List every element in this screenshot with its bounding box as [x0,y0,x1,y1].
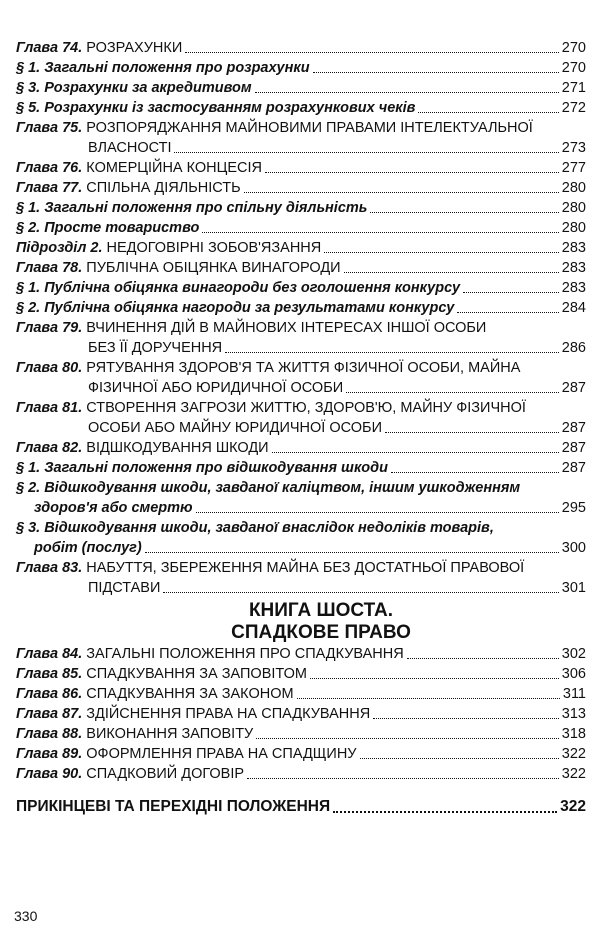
dot-leader [360,758,559,759]
chapter-number: Глава 82. [16,440,83,456]
toc-entry-line [16,644,586,664]
toc-entry[interactable] [16,98,586,118]
chapter-title: ЗАГАЛЬНІ ПОЛОЖЕННЯ ПРО СПАДКУВАННЯ [86,646,404,662]
page-ref: 287 [561,380,586,396]
toc-entry-line [16,318,586,338]
page-ref: 280 [561,220,586,236]
chapter-title: § 1. Публічна обіцянка винагороди без оголошення конкурсу [16,280,461,296]
page-ref: 287 [561,460,586,476]
dot-leader [256,738,559,739]
dot-leader [457,312,559,313]
chapter-title: СТВОРЕННЯ ЗАГРОЗИ ЖИТТЮ, ЗДОРОВ'Ю, МАЙНУ ФІЗИЧНОЇ [86,400,526,416]
toc-entry[interactable] [16,38,586,58]
dot-leader [185,52,559,53]
toc-entry-line [16,744,586,764]
toc-entry-line [16,558,586,578]
dot-leader [163,592,558,593]
toc-entry-line [16,458,586,478]
page-ref: 295 [561,500,586,516]
toc-entry[interactable] [16,558,586,598]
toc-entry-title [16,198,367,218]
toc-entry-title [16,318,486,338]
toc-entry-title [16,58,310,78]
toc-entry[interactable] [16,764,586,784]
toc-entry-line [16,664,586,684]
toc-entry-continuation [16,538,586,558]
page-number: 330 [14,908,38,924]
continuation-text: здоров'я або смертю [34,500,193,516]
chapter-title: § 5. Розрахунки із застосуванням розрахункових чеків [16,100,416,116]
toc-entry-line [16,518,586,538]
toc-entry-line [16,218,586,238]
toc-entry-line [16,198,586,218]
page-ref: 306 [561,666,586,682]
chapter-title: ПУБЛІЧНА ОБІЦЯНКА ВИНАГОРОДИ [86,260,341,276]
toc-entry-title [16,764,244,784]
chapter-title: § 1. Загальні положення про відшкодування шкоди [16,460,388,476]
toc-list-part-a [16,38,586,598]
dot-leader [313,72,559,73]
toc-entry-title [16,438,269,458]
page-ref: 273 [561,140,586,156]
toc-entry-title [16,458,388,478]
page-ref: 322 [561,766,586,782]
toc-entry[interactable] [16,398,586,438]
toc-entry-title [16,158,262,178]
toc-entry-title [16,178,241,198]
chapter-title: § 2. Просте товариство [16,220,200,236]
toc-entry-title [16,358,520,378]
chapter-title: НАБУТТЯ, ЗБЕРЕЖЕННЯ МАЙНА БЕЗ ДОСТАТНЬОЇ ПРАВОВОЇ [86,560,525,576]
toc-entry-continuation [16,378,586,398]
toc-entry[interactable] [16,218,586,238]
page-ref: 300 [561,540,586,556]
dot-leader [344,272,559,273]
toc-entry-title [16,118,533,138]
toc-entry-title [16,744,357,764]
page-ref: 271 [561,80,586,96]
toc-entry-title [16,278,460,298]
toc-entry[interactable] [16,458,586,478]
chapter-title: ВІДШКОДУВАННЯ ШКОДИ [86,440,269,456]
page-ref: 318 [561,726,586,742]
book-title [16,600,586,644]
toc-entry-line [16,258,586,278]
toc-entry[interactable] [16,278,586,298]
toc-entry[interactable] [16,258,586,278]
chapter-number: Глава 75. [16,120,83,136]
book-title-line1: КНИГА ШОСТА. [248,600,394,621]
dot-leader [373,718,559,719]
chapter-number: Глава 78. [16,260,83,276]
chapter-title: КОМЕРЦІЙНА КОНЦЕСІЯ [86,160,263,176]
chapter-title: § 3. Відшкодування шкоди, завданої внаслідок недоліків товарів, [16,520,494,536]
chapter-number: Глава 79. [16,320,83,336]
chapter-title: ЗДІЙСНЕННЯ ПРАВА НА СПАДКУВАННЯ [86,706,371,722]
toc-entry-title [16,664,307,684]
continuation-text: ВЛАСНОСТІ [88,140,172,156]
page-ref: 301 [561,580,586,596]
dot-leader [145,552,559,553]
toc-entry[interactable] [16,118,586,158]
chapter-title: ВЧИНЕННЯ ДІЙ В МАЙНОВИХ ІНТЕРЕСАХ ІНШОЇ ОСОБИ [86,320,487,336]
dot-leader [324,252,559,253]
toc-entry-line [16,398,586,418]
chapter-title: § 1. Загальні положення про розрахунки [16,60,310,76]
toc-entry-title [16,704,370,724]
toc-entry[interactable] [16,684,586,704]
page-ref: 283 [561,260,586,276]
dot-leader [418,112,558,113]
toc-entry[interactable] [16,178,586,198]
toc-entry-line [16,764,586,784]
toc-entry-line [16,478,586,498]
chapter-title: СПАДКУВАННЯ ЗА ЗАПОВІТОМ [86,666,307,682]
chapter-title: § 2. Відшкодування шкоди, завданої каліцтвом, іншим ушкодженням [16,480,521,496]
toc-entry-title [16,238,321,258]
chapter-title: НЕДОГОВІРНІ ЗОБОВ'ЯЗАННЯ [106,240,322,256]
toc-entry-title [16,218,199,238]
page-ref: 270 [561,40,586,56]
dot-leader [407,658,559,659]
page-ref: 280 [561,180,586,196]
toc-entry-title [16,558,524,578]
toc-entry-line [16,278,586,298]
toc-entry[interactable] [16,724,586,744]
page-ref: 277 [561,160,586,176]
toc-entry-title [16,98,415,118]
toc-entry[interactable] [16,704,586,724]
toc-entry[interactable] [16,318,586,358]
chapter-title: § 1. Загальні положення про спільну діяльність [16,200,368,216]
chapter-title: СПІЛЬНА ДІЯЛЬНІСТЬ [86,180,241,196]
page-ref: 272 [561,100,586,116]
toc-entry-line [16,358,586,378]
toc-entry[interactable] [16,664,586,684]
page-ref: 287 [561,440,586,456]
toc-entry-title [16,684,294,704]
toc-entry[interactable] [16,198,586,218]
toc-entry-line [16,158,586,178]
toc-entry-line [16,724,586,744]
dot-leader [244,192,559,193]
toc-entry[interactable] [16,478,586,518]
toc-entry-title [16,724,253,744]
continuation-text: ОСОБИ АБО МАЙНУ ЮРИДИЧНОЇ ОСОБИ [88,420,382,436]
chapter-number: Глава 86. [16,686,83,702]
page-ref: 311 [562,686,586,702]
page-ref: 280 [561,200,586,216]
toc-entry-title [16,38,182,58]
toc-entry[interactable] [16,644,586,664]
page-ref: 287 [561,420,586,436]
toc-entry-line [16,298,586,318]
dot-leader [385,432,559,433]
toc-entry-continuation [16,498,586,518]
toc-entry-continuation [16,338,586,358]
final-entry-page: 322 [560,798,586,815]
page-ref: 283 [561,280,586,296]
toc-entry[interactable] [16,744,586,764]
toc-entry-continuation [16,138,586,158]
toc-list-part-b [16,644,586,784]
dot-leader [265,172,559,173]
chapter-number: Глава 90. [16,766,83,782]
toc-entry[interactable] [16,518,586,558]
chapter-number: Глава 88. [16,726,83,742]
toc-entry[interactable] [16,438,586,458]
table-of-contents [16,38,586,818]
page-ref: 313 [561,706,586,722]
chapter-number: Глава 85. [16,666,83,682]
toc-entry-line [16,38,586,58]
toc-entry-line [16,684,586,704]
continuation-text: ПІДСТАВИ [88,580,161,596]
dot-leader [333,811,557,813]
chapter-number: Підрозділ 2. [16,240,103,256]
toc-entry-line [16,438,586,458]
chapter-number: Глава 87. [16,706,83,722]
chapter-number: Глава 76. [16,160,83,176]
dot-leader [255,92,559,93]
dot-leader [370,212,558,213]
book-title-line2: СПАДКОВЕ ПРАВО [231,622,411,643]
toc-entry-title [16,298,454,318]
toc-entry-line [16,58,586,78]
toc-entry-line [16,704,586,724]
toc-entry-line [16,98,586,118]
toc-entry-title [16,78,252,98]
dot-leader [463,292,559,293]
toc-entry[interactable] [16,298,586,318]
page-ref: 283 [561,240,586,256]
chapter-title: СПАДКОВИЙ ДОГОВІР [86,766,245,782]
toc-entry-line [16,118,586,138]
toc-entry[interactable] [16,238,586,258]
chapter-title: РЯТУВАННЯ ЗДОРОВ'Я ТА ЖИТТЯ ФІЗИЧНОЇ ОСОБИ, МАЙНА [86,360,521,376]
chapter-number: Глава 83. [16,560,83,576]
page-ref: 284 [561,300,586,316]
toc-entry-line [16,78,586,98]
chapter-title: РОЗПОРЯДЖАННЯ МАЙНОВИМИ ПРАВАМИ ІНТЕЛЕКТУАЛЬНОЇ [86,120,533,136]
dot-leader [346,392,559,393]
toc-entry-continuation [16,418,586,438]
dot-leader [202,232,558,233]
dot-leader [297,698,560,699]
continuation-text: БЕЗ ЇЇ ДОРУЧЕННЯ [88,340,223,356]
chapter-title: ОФОРМЛЕННЯ ПРАВА НА СПАДЩИНУ [86,746,357,762]
dot-leader [174,152,558,153]
toc-entry-title [16,644,404,664]
chapter-number: Глава 74. [16,40,83,56]
toc-entry-line [16,178,586,198]
toc-final-entry[interactable] [16,796,586,818]
chapter-number: Глава 80. [16,360,83,376]
dot-leader [225,352,559,353]
page-ref: 286 [561,340,586,356]
page-ref: 322 [561,746,586,762]
chapter-number: Глава 77. [16,180,83,196]
toc-entry-line [16,238,586,258]
dot-leader [247,778,559,779]
toc-entry[interactable] [16,58,586,78]
toc-entry[interactable] [16,358,586,398]
page-ref: 270 [561,60,586,76]
toc-entry[interactable] [16,158,586,178]
dot-leader [196,512,559,513]
toc-entry-title [16,398,526,418]
chapter-number: Глава 89. [16,746,83,762]
dot-leader [310,678,559,679]
toc-entry[interactable] [16,78,586,98]
toc-entry-continuation [16,578,586,598]
continuation-text: ФІЗИЧНОЇ АБО ЮРИДИЧНОЇ ОСОБИ [88,380,344,396]
chapter-title: ВИКОНАННЯ ЗАПОВІТУ [86,726,254,742]
chapter-number: Глава 81. [16,400,83,416]
continuation-text: робіт (послуг) [34,540,142,556]
final-entry-title: ПРИКІНЦЕВІ ТА ПЕРЕХІДНІ ПОЛОЖЕННЯ [16,798,331,815]
dot-leader [391,472,559,473]
chapter-title: РОЗРАХУНКИ [86,40,183,56]
toc-entry-title [16,478,520,498]
chapter-number: Глава 84. [16,646,83,662]
dot-leader [272,452,559,453]
toc-entry-title [16,258,341,278]
chapter-title: § 3. Розрахунки за акредитивом [16,80,252,96]
toc-entry-title [16,518,494,538]
chapter-title: § 2. Публічна обіцянка нагороди за результатами конкурсу [16,300,455,316]
chapter-title: СПАДКУВАННЯ ЗА ЗАКОНОМ [86,686,294,702]
page-ref: 302 [561,646,586,662]
